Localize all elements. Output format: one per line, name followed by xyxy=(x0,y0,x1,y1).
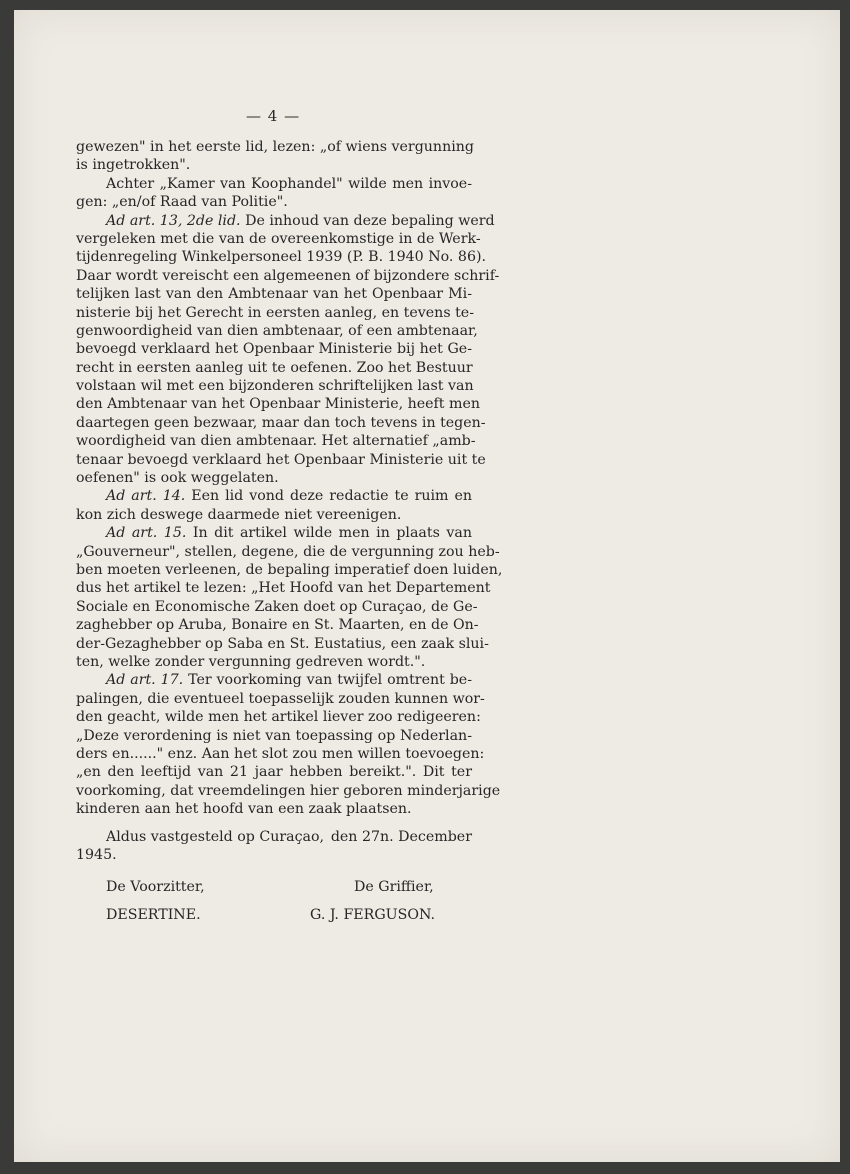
text-line: ben moeten verleenen, de bepaling imperatief doen luiden, xyxy=(76,561,503,578)
text-line: woordigheid van dien ambtenaar. Het alternatief „amb- xyxy=(76,433,476,450)
text-line: gewezen" in het eerste lid, lezen: „of wiens vergunning xyxy=(76,139,474,155)
text-line: den geacht, wilde men het artikel liever zoo redigeeren: xyxy=(76,709,481,726)
text-line: Ad art. 15. In dit artikel wilde men in plaats van xyxy=(106,525,472,542)
text-line: der-Gezaghebber op Saba en St. Eustatius, een zaak slui- xyxy=(76,635,489,652)
text-line: recht in eersten aanleg uit te oefenen. Zoo het Bestuur xyxy=(76,359,473,376)
text-line: palingen, die eventueel toepasselijk zouden kunnen wor- xyxy=(76,690,485,707)
closing-year: 1945. xyxy=(76,847,117,864)
signature-block xyxy=(76,878,472,925)
text-line: Sociale en Economische Zaken doet op Curaçao, de Ge- xyxy=(76,598,478,615)
text-line: tijdenregeling Winkelpersoneel 1939 (P. B. 1940 No. 86). xyxy=(76,249,487,266)
chairman-title: De Voorzitter, xyxy=(106,879,205,895)
text-line: „Gouverneur", stellen, degene, die de vergunning zou heb- xyxy=(76,543,500,560)
text-line: bevoegd verklaard het Openbaar Ministerie bij het Ge- xyxy=(76,341,472,358)
text-line: Daar wordt vereischt een algemeenen of bijzondere schrif- xyxy=(76,267,500,284)
text-line: daartegen geen bezwaar, maar dan toch tevens in tegen- xyxy=(76,414,486,431)
closing-statement xyxy=(76,828,472,865)
text-line: telijken last van den Ambtenaar van het Openbaar Mi- xyxy=(76,286,472,303)
text-line: kinderen aan het hoofd van een zaak plaatsen. xyxy=(76,801,412,818)
document-page xyxy=(14,10,840,1162)
closing-date: den 27n. December xyxy=(330,829,472,845)
text-line: volstaan wil met een bijzonderen schriftelijken last van xyxy=(76,378,474,395)
text-line: kon zich deswege daarmede niet vereenigen. xyxy=(76,506,402,523)
registrar-name: G. J. FERGUSON. xyxy=(310,907,435,924)
text-line: „en den leeftijd van 21 jaar hebben bereikt.". Dit ter xyxy=(76,764,472,781)
text-line: oefenen" is ook weggelaten. xyxy=(76,470,279,487)
text-line: den Ambtenaar van het Openbaar Ministerie, heeft men xyxy=(76,396,480,413)
text-line: tenaar bevoegd verklaard het Openbaar Ministerie uit te xyxy=(76,451,486,468)
text-line: is ingetrokken". xyxy=(76,157,191,174)
page-number: — 4 — xyxy=(246,107,301,125)
body-text xyxy=(76,138,503,818)
text-line: dus het artikel te lezen: „Het Hoofd van het Departement xyxy=(76,580,491,597)
text-line: ders en......" enz. Aan het slot zou men willen toevoegen: xyxy=(76,745,485,762)
registrar-title: De Griffier, xyxy=(354,879,434,895)
chairman-name: DESERTINE. xyxy=(106,907,201,924)
text-line: „Deze verordening is niet van toepassing op Nederlan- xyxy=(76,727,472,744)
text-line: voorkoming, dat vreemdelingen hier geboren minderjarige xyxy=(76,782,501,799)
text-line: vergeleken met die van de overeenkomstige in de Werk- xyxy=(76,230,481,247)
text-line: Ad art. 13, 2de lid. De inhoud van deze bepaling werd xyxy=(106,212,495,229)
text-line: Ad art. 17. Ter voorkoming van twijfel omtrent be- xyxy=(106,672,472,689)
text-line: genwoordigheid van dien ambtenaar, of een ambtenaar, xyxy=(76,322,478,339)
text-line: gen: „en/of Raad van Politie". xyxy=(76,194,288,211)
text-line: Achter „Kamer van Koophandel" wilde men invoe- xyxy=(106,175,472,192)
text-line: Ad art. 14. Een lid vond deze redactie te ruim en xyxy=(106,488,472,505)
text-line: zaghebber op Aruba, Bonaire en St. Maarten, en de On- xyxy=(76,617,479,634)
closing-place: Aldus vastgesteld op Curaçao, xyxy=(106,829,325,845)
text-line: nisterie bij het Gerecht in eersten aanleg, en tevens te- xyxy=(76,304,474,321)
text-line: ten, welke zonder vergunning gedreven wordt.". xyxy=(76,653,426,670)
